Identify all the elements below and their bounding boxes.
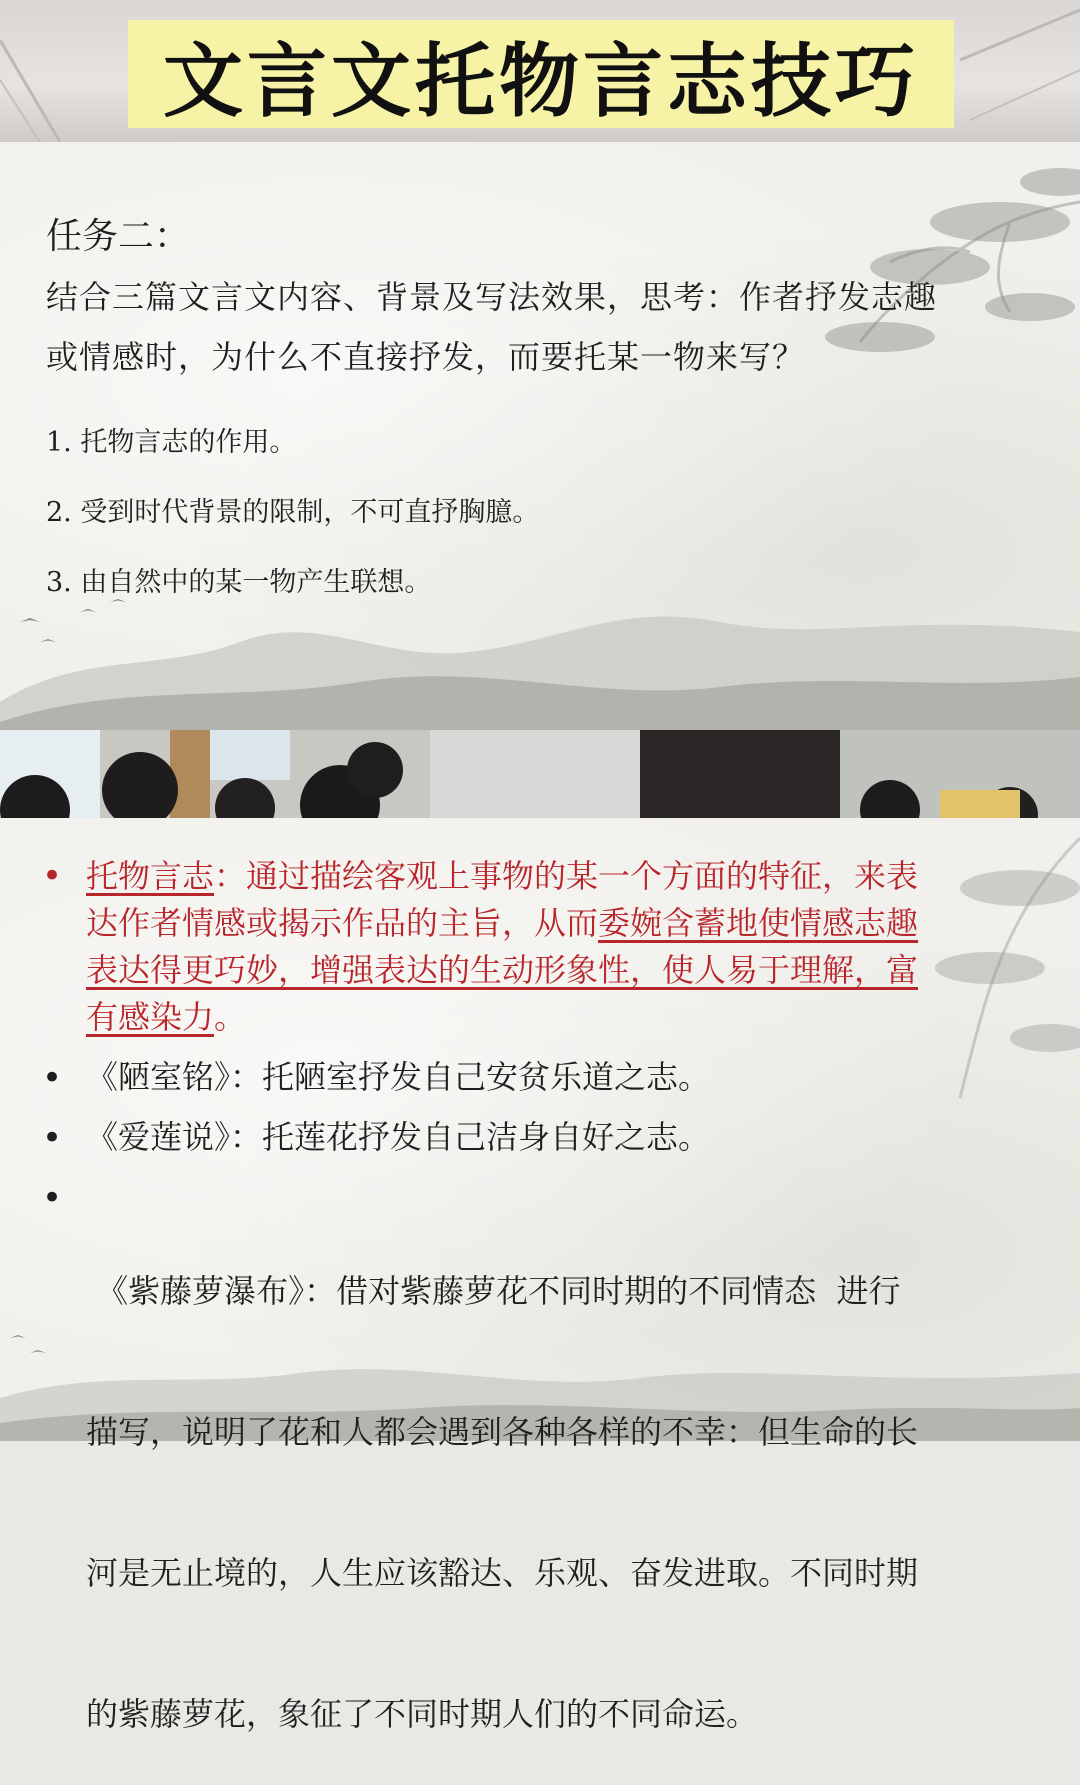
definition-line-4: 有感染力。 [86,998,247,1036]
task-heading: 任务二： [46,216,191,257]
point-1: 1. 托物言志的作用。 [46,427,297,458]
definition-line-3: 表达得更巧妙，增强表达的生动形象性，使人易于理解，富 [86,951,919,989]
wisteria-line-1: 《紫藤萝瀑布》：借对紫藤萝花不同时期的不同情态 进行 [86,1272,901,1310]
definition-block [86,853,1046,1041]
bullet-ailianshuo: • [42,1118,63,1158]
wisteria-block [86,1174,1046,1785]
bullet-definition: • [42,856,63,896]
classroom-photo-drawing [0,730,1080,818]
page-title: 文言文托物言志技巧 [163,34,919,128]
task-question-line-1: 结合三篇文言文内容、背景及写法效果，思考：作者抒发志趣 [46,278,938,316]
wisteria-line-3: 河是无止境的，人生应该豁达、乐观、奋发进取。不同时期 [86,1554,919,1592]
definition-line-1: 托物言志：通过描绘客观上事物的某一个方面的特征，来表 [86,857,919,895]
work-loushiming: 《陋室铭》：托陋室抒发自己安贫乐道之志。 [86,1058,711,1096]
bullet-wisteria: • [42,1178,63,1218]
wisteria-line-4: 的紫藤萝花，象征了不同时期人们的不同命运。 [86,1695,759,1733]
classroom-photo [0,730,1080,818]
bullet-loushiming: • [42,1058,63,1098]
title-banner [128,20,954,128]
definition-term: 托物言志 [86,857,215,895]
task-question-line-2: 或情感时，为什么不直接抒发，而要托某一物来写？ [46,338,806,376]
point-2: 2. 受到时代背景的限制，不可直抒胸臆。 [46,497,540,528]
wisteria-line-2: 描写，说明了花和人都会遇到各种各样的不幸：但生命的长 [86,1413,919,1451]
definition-line-2: 达作者情感或揭示作品的主旨，从而委婉含蓄地使情感志趣 [86,904,919,942]
point-3: 3. 由自然中的某一物产生联想。 [46,567,432,598]
work-ailianshuo: 《爱莲说》：托莲花抒发自己洁身自好之志。 [86,1118,711,1156]
title-background [0,0,1080,142]
ink-mountains-decoration [0,582,1080,730]
